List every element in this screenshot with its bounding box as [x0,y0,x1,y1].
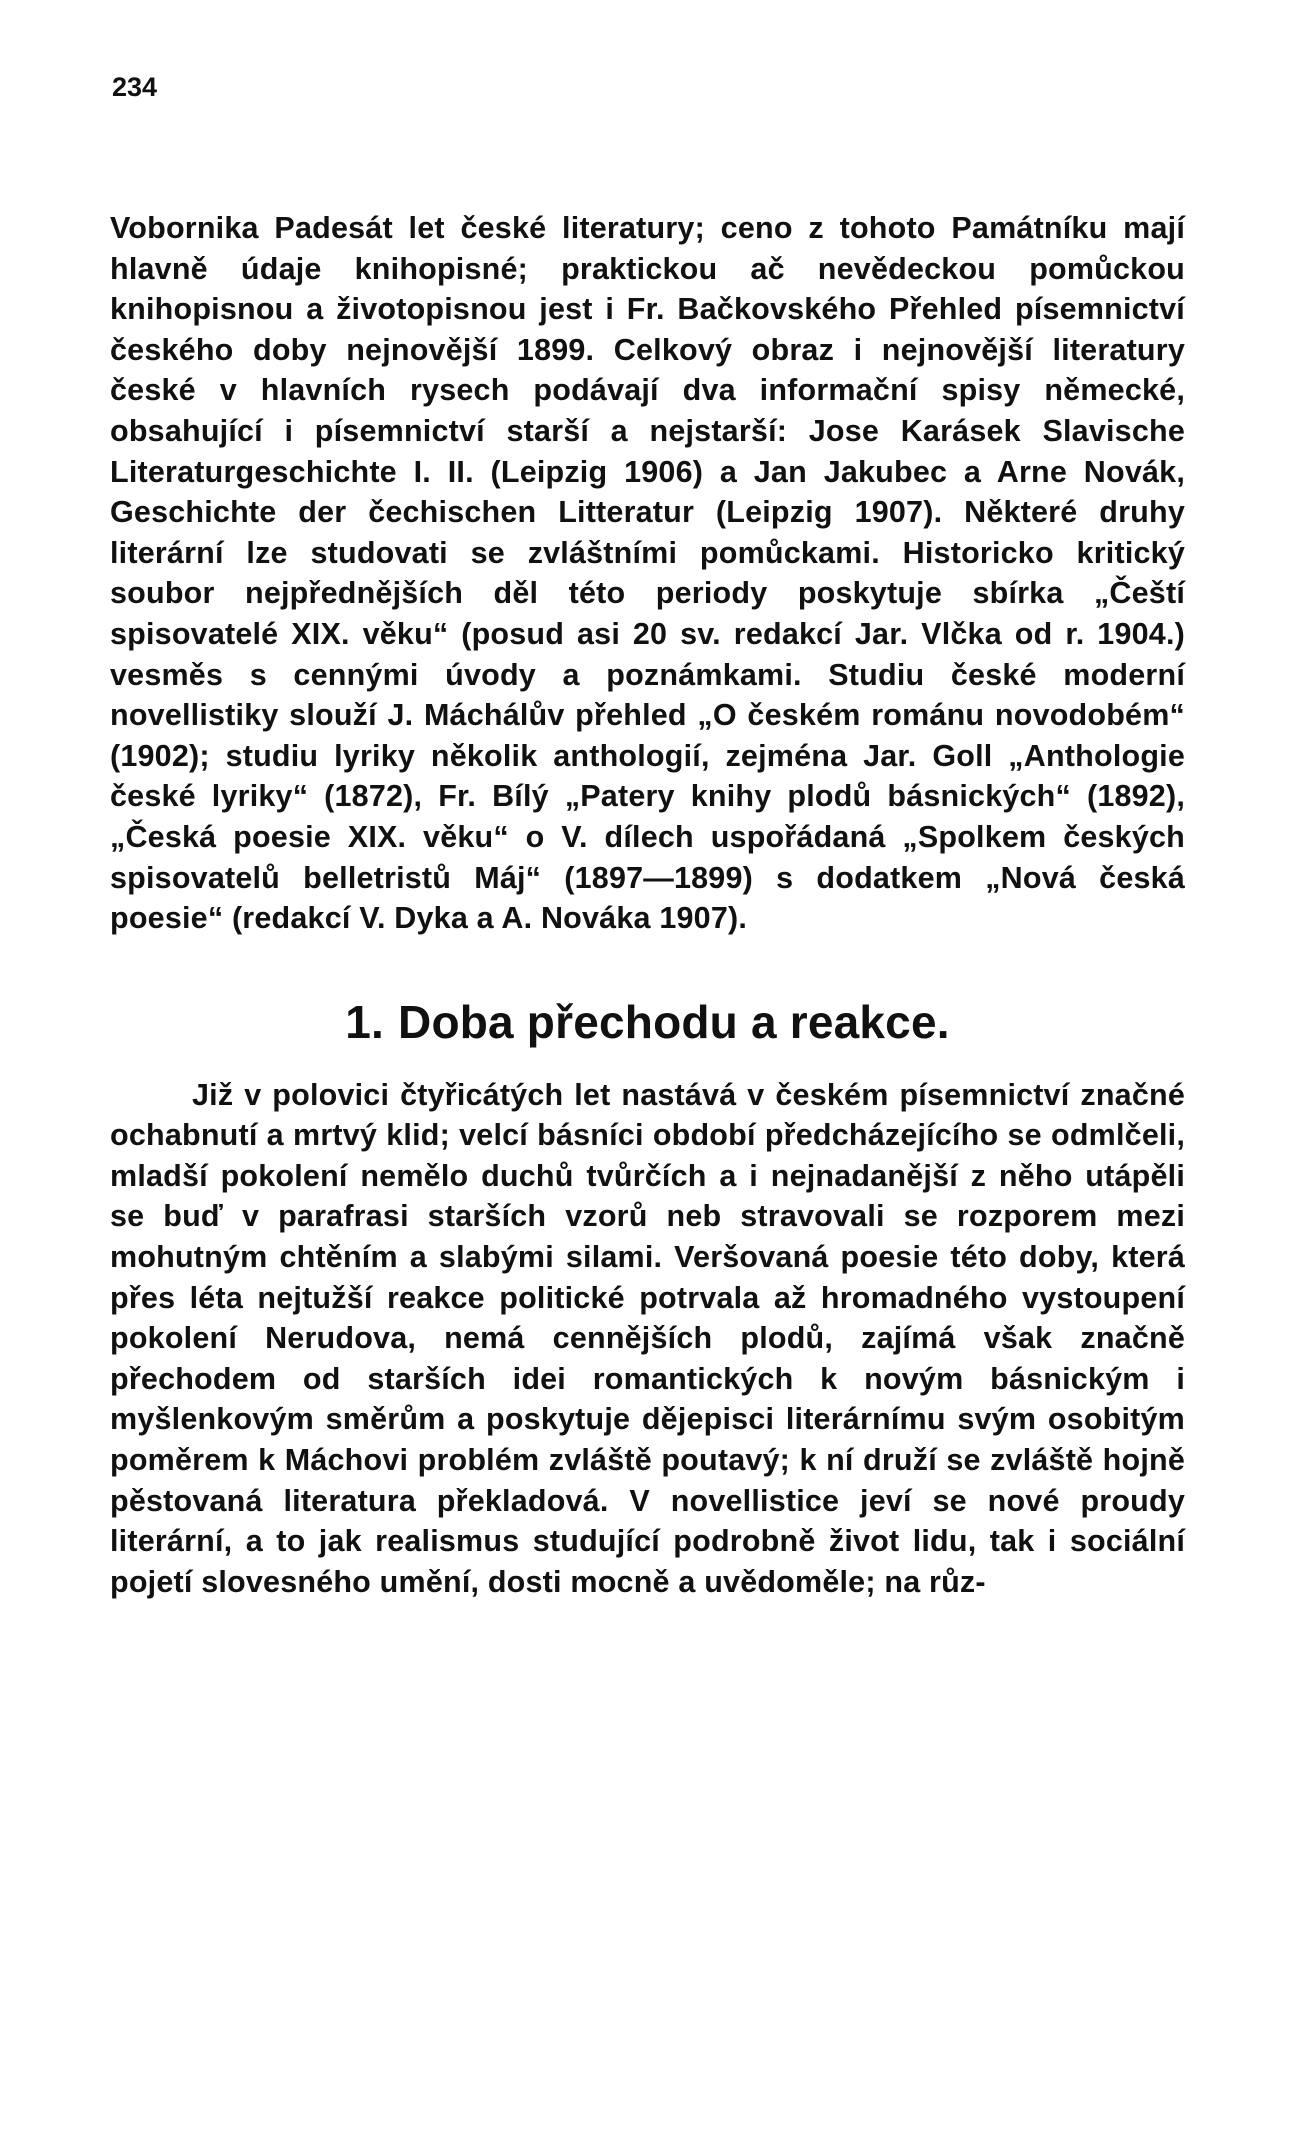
section-number: 1. [345,995,385,1048]
intro-paragraph: Vobornika Padesát let české literatury; ceno z tohoto Památníku mají hlavně údaje knihopisné; praktickou ač nevědeckou pomůckou knihopisnou a životopisnou jest i Fr. Bačkovského Přehled písemnictví českého doby nejnovější 1899. Celkový obraz i nejnovější literatury české v hlavních rysech podávají dva informační spisy německé, obsahující i písemnictví starší a nejstarší: Jose Karásek Slavische Literaturgeschichte I. II. (Leipzig 1906) a Jan Jakubec a Arne Novák, Geschichte der čechischen Litteratur (Leipzig 1907). Některé druhy literární lze studovati se zvláštními pomůckami. Historicko kritický soubor nejpřednějších děl této periody poskytuje sbírka „Čeští spisovatelé XIX. věku“ (posud asi 20 sv. redakcí Jar. Vlčka od r. 1904.) vesměs s cennými úvody a poznámkami. Studiu české moderní novellistiky slouží J. Máchálův přehled „O českém románu novodobém“ (1902); studiu lyriky několik anthologií, zejména Jar. Goll „Anthologie české lyriky“ (1872), Fr. Bílý „Patery knihy plodů básnických“ (1892), „Česká poesie XIX. věku“ o V. dílech uspořádaná „Spolkem českých spisovatelů belletristů Máj“ (1897—1899) s dodatkem „Nová česká poesie“ (redakcí V. Dyka a A. Nováka 1907). [110,211,1185,936]
intro-text-block [110,208,1185,1602]
section-heading [110,995,1185,1049]
page-number: 234 [112,72,158,102]
section-title: Doba přechodu a reakce. [398,995,950,1048]
section-paragraph: Již v polovici čtyřicátých let nastává v českém písemnictví značné ochabnutí a mrtvý klid; velcí básníci období předcházejícího se odmlčeli, mladší pokolení nemělo duchů tvůrčích a i nejnadanější z něho utápěli se buď v parafrasi starších vzorů neb stravovali se rozporem mezi mohutným chtěním a slabými silami. Veršovaná poesie této doby, která přes léta nejtužší reakce politické potrvala až hromadného vystoupení pokolení Nerudova, nemá cennějších plodů, zajímá však značně přechodem od starších idei romantických k novým básnickým i myšlenkovým směrům a poskytuje dějepisci literárnímu svým osobitým poměrem k Máchovi problém zvláště poutavý; k ní druží se zvláště hojně pěstovaná literatura překladová. V novellistice jeví se nové proudy literární, a to jak realismus studující podrobně život lidu, tak i sociální pojetí slovesného umění, dosti mocně a uvědoměle; na růz- [110,1077,1185,1599]
